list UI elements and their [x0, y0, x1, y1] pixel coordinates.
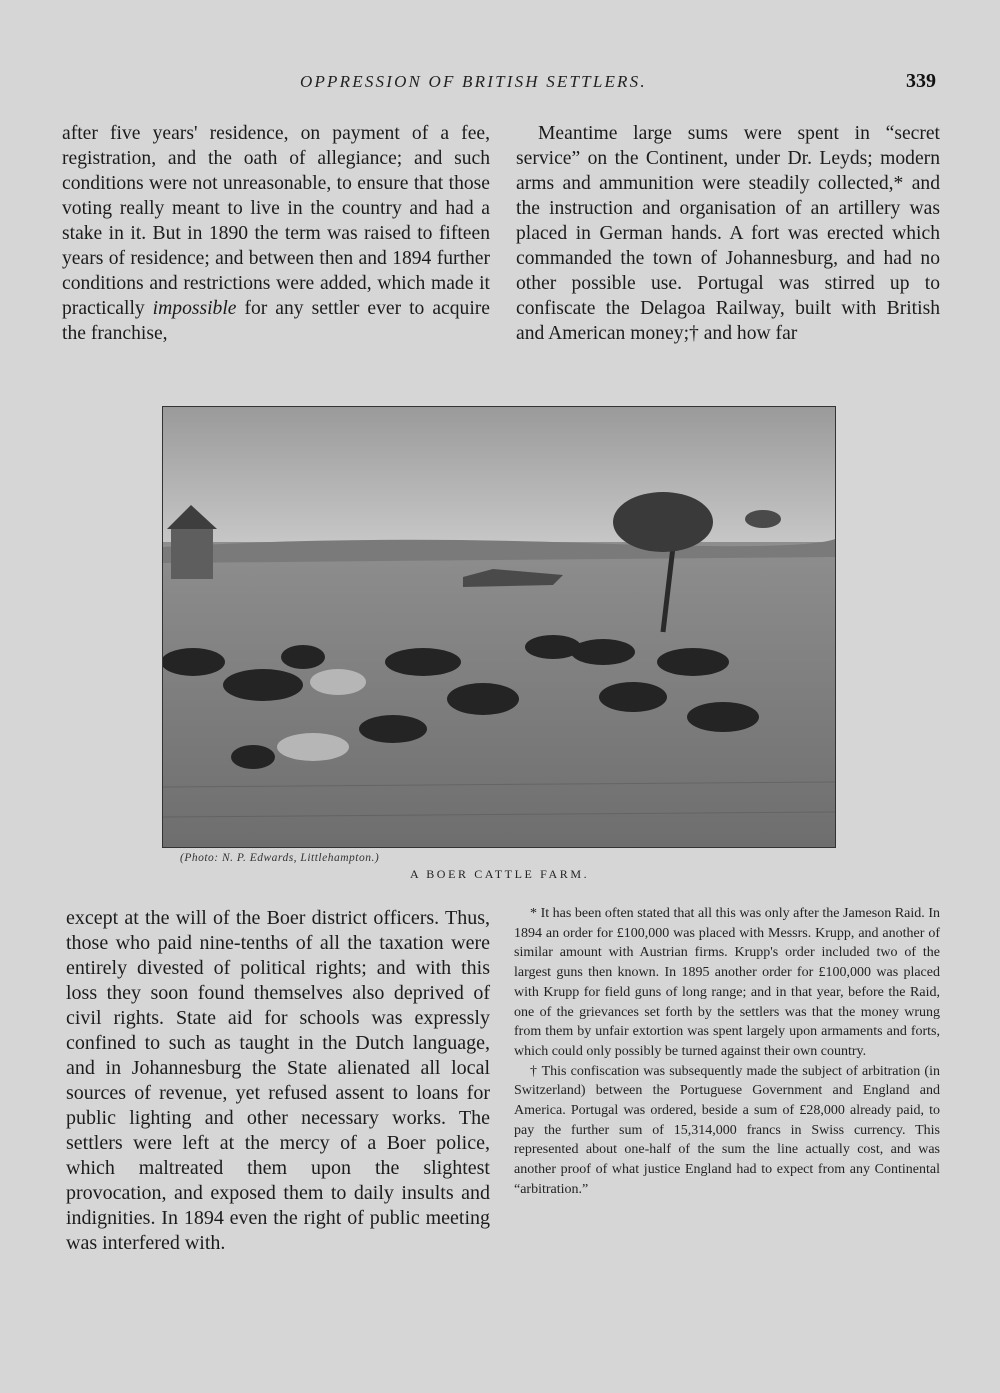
column-top-right — [516, 121, 940, 346]
paragraph-top-right: Meantime large sums were spent in “secret service” on the Continent, under Dr. Leyds; modern arms and ammunition were steadily collected,* and the instruction and organisation of an artillery was placed in German hands. A fort was erected which commanded the town of Johannesburg, and had no other possible use. Portugal was stirred up to confiscate the Delagoa Railway, built with British and American money;† and how far — [516, 123, 940, 344]
emphasis-impossible: impossible — [152, 298, 237, 319]
running-head: OPPRESSION OF BRITISH SETTLERS. — [300, 72, 647, 91]
photo-caption: A BOER CATTLE FARM. — [410, 867, 590, 881]
footnote-dagger: † This confiscation was subsequently made the subject of arbitration (in Switzerland) between the Portuguese Government and England and America. Portugal was ordered, beside a sum of £28,000 already paid, to pay the further sum of 15,314,000 francs in Swiss currency. This represented about one-half of the sum the line actually cost, and was another proof of what justice England had to expect from any Continental “arbitration.” — [514, 1063, 940, 1197]
footnote-asterisk: * It has been often stated that all this was only after the Jameson Raid. In 1894 an order for £100,000 was placed with Messrs. Krupp, and another of similar amount with Austrian firms. Krupp's order included two of the largest guns then known. In 1895 another order for £100,000 was placed with Krupp for field guns of long range; and in that year, before the Raid, one of the grievances set forth by the settlers was that the money wrung from them by unfair extortion was spent largely upon armaments and forts, which could only possibly be turned against their own country. — [514, 906, 940, 1059]
paragraph-bottom-left: except at the will of the Boer district officers. Thus, those who paid nine-tenths of all the taxation were entirely divested of political rights; and with this loss they soon found themselves also deprived of civil rights. State aid for schools was expressly confined to such as taught in the Dutch language, and in Johannesburg the State alienated all local sources of revenue, yet refused assent to loans for public lighting and other necessary works. The settlers were left at the mercy of a Boer police, which maltreated them upon the slightest provocation, and exposed them to daily insults and indignities. In 1894 even the right of public meeting was interfered with. — [66, 907, 490, 1254]
paragraph-top-left-tail: for any settler ever to acquire the franchise, — [62, 298, 490, 344]
paragraph-top-left: after five years' residence, on payment of a fee, registration, and the oath of allegiance; and such conditions were not unreasonable, to ensure that those voting really meant to live in the country and had a stake in it. But in 1890 the term was raised to fifteen years of residence; and between then and 1894 further conditions and restrictions were added, which made it practically — [62, 123, 490, 319]
page-number: 339 — [906, 70, 936, 92]
cattle-farm-photo — [162, 406, 836, 848]
column-bottom-left — [66, 906, 490, 1256]
photo-credit: (Photo: N. P. Edwards, Littlehampton.) — [180, 852, 380, 864]
column-top-left — [62, 121, 490, 346]
photo-illustration — [163, 407, 835, 847]
footnotes — [514, 904, 940, 1200]
